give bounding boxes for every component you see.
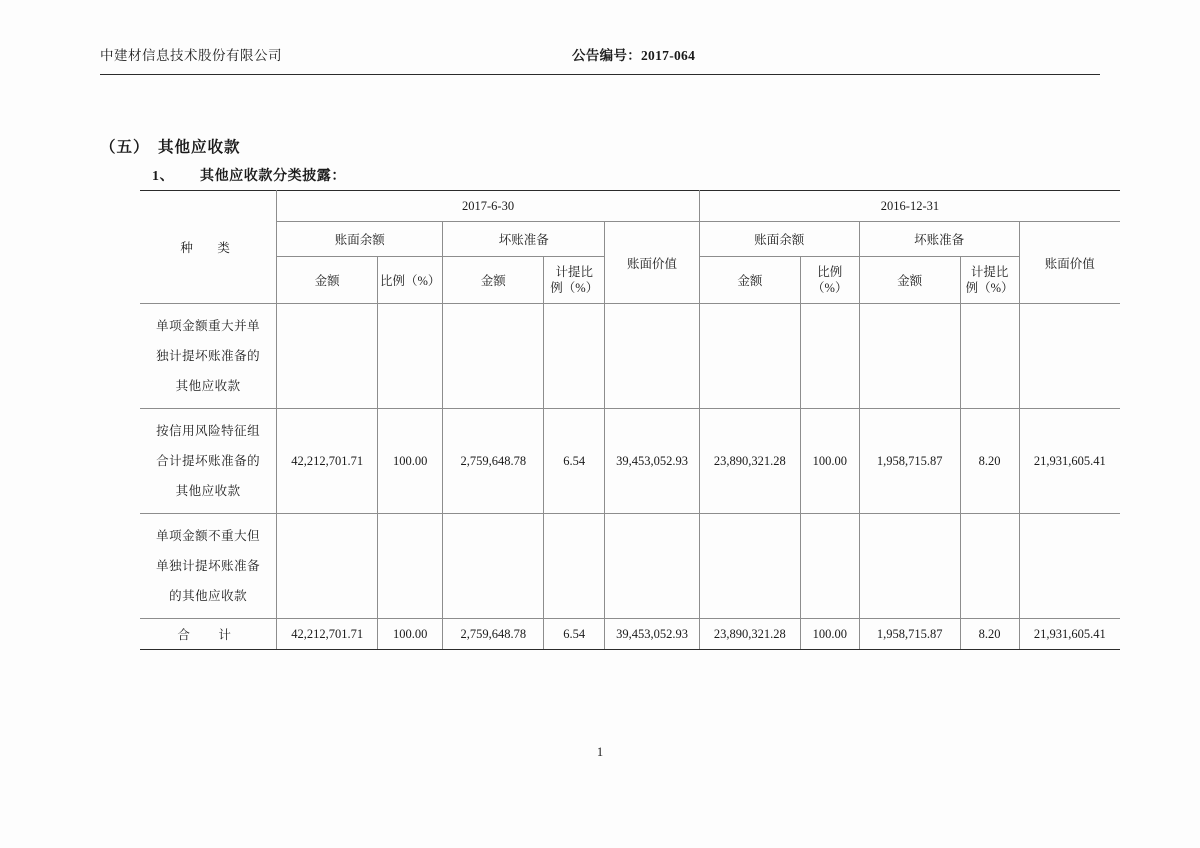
total-baddebt-2016: 1,958,715.87: [859, 619, 960, 650]
header-provision-ratio-2016: [960, 257, 1019, 304]
other-receivables-table: [140, 190, 1120, 650]
header-divider: [100, 74, 1100, 75]
total-bookvalue-2017: 39,453,052.93: [605, 619, 700, 650]
table-header-row-groups: [140, 222, 1120, 257]
cell-amount-2017: 42,212,701.71: [277, 409, 378, 514]
cell-amount-2016: [699, 304, 800, 409]
cell-ratio-2017: [378, 304, 443, 409]
row-category-line: 单项金额重大并单: [156, 319, 261, 333]
total-provision-2017: 6.54: [544, 619, 605, 650]
total-label: 合 计: [140, 619, 277, 650]
header-amount-2017: 金额: [277, 257, 378, 304]
cell-baddebt-2017: [443, 304, 544, 409]
header-provision-ratio-2017: [544, 257, 605, 304]
cell-baddebt-2016: [859, 514, 960, 619]
header-provision-ratio-2017-line1: 计提比: [555, 265, 593, 279]
row-category-line: 的其他应收款: [169, 589, 248, 603]
row-category-line: 其他应收款: [175, 484, 241, 498]
section-number: （五）: [100, 139, 150, 156]
header-bookvalue-2016: 账面价值: [1019, 222, 1120, 304]
cell-provision-2016: 8.20: [960, 409, 1019, 514]
cell-baddebt-2017: 2,759,648.78: [443, 409, 544, 514]
row-category-line: 独计提坏账准备的: [156, 349, 261, 363]
header-kind: 种 类: [140, 191, 277, 304]
cell-bookvalue-2016: [1019, 514, 1120, 619]
row-category-line: 按信用风险特征组: [156, 424, 261, 438]
header-balance-2016: 账面余额: [699, 222, 859, 257]
row-category-line: 合计提坏账准备的: [156, 454, 261, 468]
cell-amount-2017: [277, 304, 378, 409]
header-baddebt-2017: 坏账准备: [443, 222, 605, 257]
row-category: [140, 514, 277, 619]
row-category-line: 其他应收款: [175, 379, 241, 393]
header-period-2017: 2017-6-30: [277, 191, 700, 222]
notice-number: 公告编号：2017-064: [572, 48, 696, 63]
cell-bookvalue-2016: [1019, 304, 1120, 409]
header-ratio-2017: 比例（%）: [378, 257, 443, 304]
header-provision-ratio-2017-line2: 例（%）: [550, 281, 599, 295]
subsection-heading: [152, 165, 346, 185]
table-row: [140, 304, 1120, 409]
total-amount-2017: 42,212,701.71: [277, 619, 378, 650]
row-category: [140, 409, 277, 514]
other-receivables-table-wrap: [140, 190, 1120, 650]
cell-ratio-2017: [378, 514, 443, 619]
cell-ratio-2016: [800, 514, 859, 619]
cell-provision-2016: [960, 304, 1019, 409]
cell-provision-2017: [544, 304, 605, 409]
header-baddebt-2016: 坏账准备: [859, 222, 1019, 257]
subsection-number: 1、: [152, 169, 175, 184]
header-provision-ratio-2016-line1: 计提比: [970, 265, 1009, 279]
cell-baddebt-2017: [443, 514, 544, 619]
cell-provision-2017: 6.54: [544, 409, 605, 514]
cell-bookvalue-2017: [605, 514, 700, 619]
total-bookvalue-2016: 21,931,605.41: [1019, 619, 1120, 650]
table-total-row: [140, 619, 1120, 650]
total-ratio-2016: 100.00: [800, 619, 859, 650]
cell-bookvalue-2016: 21,931,605.41: [1019, 409, 1120, 514]
section-heading: [100, 135, 241, 157]
cell-bookvalue-2017: 39,453,052.93: [605, 409, 700, 514]
header-provision-ratio-2016-line2: 例（%）: [965, 281, 1014, 295]
page-header: [100, 44, 1100, 72]
total-ratio-2017: 100.00: [378, 619, 443, 650]
cell-ratio-2016: 100.00: [800, 409, 859, 514]
header-ratio-2016-line2: （%）: [812, 281, 848, 295]
table-header-row-periods: [140, 191, 1120, 222]
cell-baddebt-2016: [859, 304, 960, 409]
header-baddebt-amount-2017: 金额: [443, 257, 544, 304]
cell-ratio-2017: 100.00: [378, 409, 443, 514]
row-category: [140, 304, 277, 409]
header-bookvalue-2017: 账面价值: [605, 222, 700, 304]
table-row: [140, 409, 1120, 514]
cell-ratio-2016: [800, 304, 859, 409]
header-baddebt-amount-2016: 金额: [859, 257, 960, 304]
page-number: 1: [596, 745, 604, 759]
total-amount-2016: 23,890,321.28: [699, 619, 800, 650]
header-ratio-2016: [800, 257, 859, 304]
subsection-title: 其他应收款分类披露：: [200, 169, 346, 184]
cell-provision-2016: [960, 514, 1019, 619]
total-provision-2016: 8.20: [960, 619, 1019, 650]
header-period-2016: 2016-12-31: [699, 191, 1120, 222]
table-row: [140, 514, 1120, 619]
total-baddebt-2017: 2,759,648.78: [443, 619, 544, 650]
row-category-line: 单项金额不重大但: [156, 529, 261, 543]
cell-amount-2016: [699, 514, 800, 619]
cell-bookvalue-2017: [605, 304, 700, 409]
header-balance-2017: 账面余额: [277, 222, 443, 257]
cell-baddebt-2016: 1,958,715.87: [859, 409, 960, 514]
cell-provision-2017: [544, 514, 605, 619]
section-title: 其他应收款: [158, 139, 241, 156]
header-ratio-2016-line1: 比例: [817, 265, 843, 279]
company-name: 中建材信息技术股份有限公司: [100, 48, 282, 63]
row-category-line: 单独计提坏账准备: [156, 559, 261, 573]
cell-amount-2017: [277, 514, 378, 619]
header-amount-2016: 金额: [699, 257, 800, 304]
cell-amount-2016: 23,890,321.28: [699, 409, 800, 514]
